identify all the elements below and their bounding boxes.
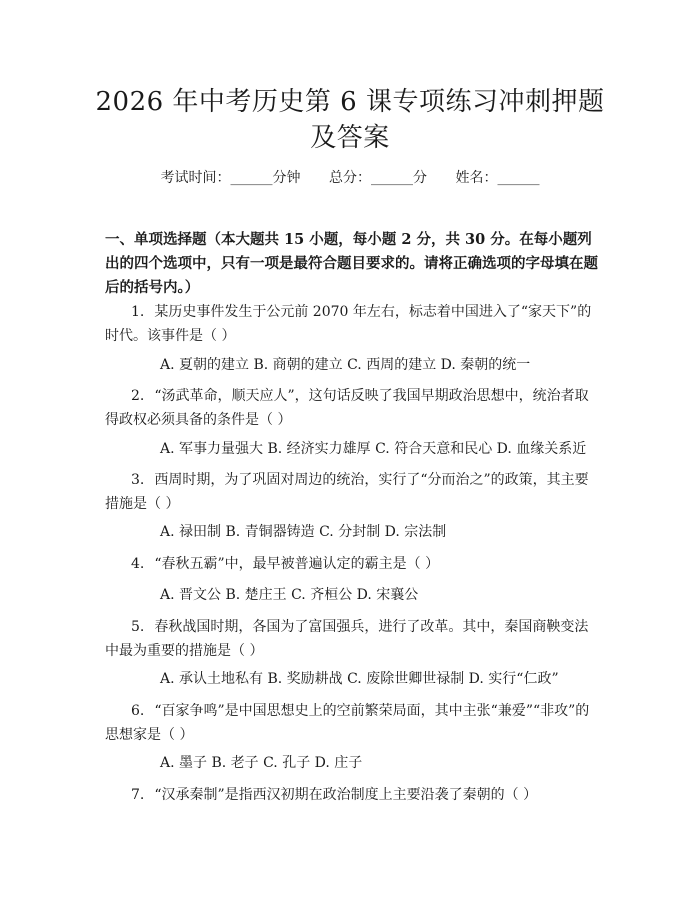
question-4-options: A. 晋文公 B. 楚庄王 C. 齐桓公 D. 宋襄公 bbox=[160, 587, 419, 603]
exam-info bbox=[0, 168, 700, 188]
question-2-stem bbox=[105, 384, 600, 432]
question-number: 7. bbox=[131, 787, 145, 803]
question-1-options: A. 夏朝的建立 B. 商朝的建立 C. 西周的建立 D. 秦朝的统一 bbox=[160, 357, 531, 373]
question-3-options: A. 禄田制 B. 青铜器铸造 C. 分封制 D. 宗法制 bbox=[160, 524, 447, 540]
question-number: 3. bbox=[131, 472, 145, 488]
total-score-field: 总分：______分 bbox=[329, 170, 427, 186]
question-number: 1. bbox=[131, 304, 145, 320]
page-title: 2026 年中考历史第 6 课专项练习冲刺押题及答案 bbox=[95, 87, 605, 153]
question-number: 4. bbox=[131, 556, 145, 572]
question-text: “春秋五霸”中，最早被普遍认定的霸主是（ ） bbox=[154, 556, 440, 572]
question-number: 6. bbox=[131, 703, 145, 719]
question-text: “汤武革命，顺天应人”，这句话反映了我国早期政治思想中，统治者取得政权必须具备的条件是（ ） bbox=[105, 388, 589, 428]
question-6-stem bbox=[105, 699, 600, 747]
question-5-stem bbox=[105, 615, 600, 663]
question-text: 西周时期，为了巩固对周边的统治，实行了“分而治之”的政策，其主要措施是（ ） bbox=[105, 472, 589, 512]
section-heading: 一、单项选择题（本大题共 15 小题，每小题 2 分，共 30 分。在每小题列出的四个选项中，只有一项是最符合题目要求的。请将正确选项的字母填在题后的括号内。） bbox=[105, 231, 598, 296]
question-6-options: A. 墨子 B. 老子 C. 孔子 D. 庄子 bbox=[160, 755, 363, 771]
question-2-options: A. 军事力量强大 B. 经济实力雄厚 C. 符合天意和民心 D. 血缘关系近 bbox=[160, 441, 587, 457]
question-text: 某历史事件发生于公元前 2070 年左右，标志着中国进入了“家天下”的时代。该事件是（ ） bbox=[105, 304, 592, 344]
question-number: 5. bbox=[131, 619, 145, 635]
question-1-stem bbox=[105, 300, 600, 348]
question-5-options: A. 承认土地私有 B. 奖励耕战 C. 废除世卿世禄制 D. 实行“仁政” bbox=[160, 671, 559, 687]
question-text: “汉承秦制”是指西汉初期在政治制度上主要沿袭了秦朝的（ ） bbox=[154, 787, 538, 803]
question-7-stem bbox=[105, 783, 600, 807]
exam-time-field: 考试时间：______分钟 bbox=[160, 170, 301, 186]
question-text: “百家争鸣”是中国思想史上的空前繁荣局面，其中主张“兼爱”“非攻”的思想家是（ ） bbox=[105, 703, 590, 743]
student-name-field: 姓名：______ bbox=[455, 170, 540, 186]
question-4-stem bbox=[105, 552, 600, 576]
question-text: 春秋战国时期，各国为了富国强兵，进行了改革。其中，秦国商鞅变法中最为重要的措施是（ ） bbox=[105, 619, 589, 659]
question-number: 2. bbox=[131, 388, 145, 404]
question-3-stem bbox=[105, 468, 600, 516]
